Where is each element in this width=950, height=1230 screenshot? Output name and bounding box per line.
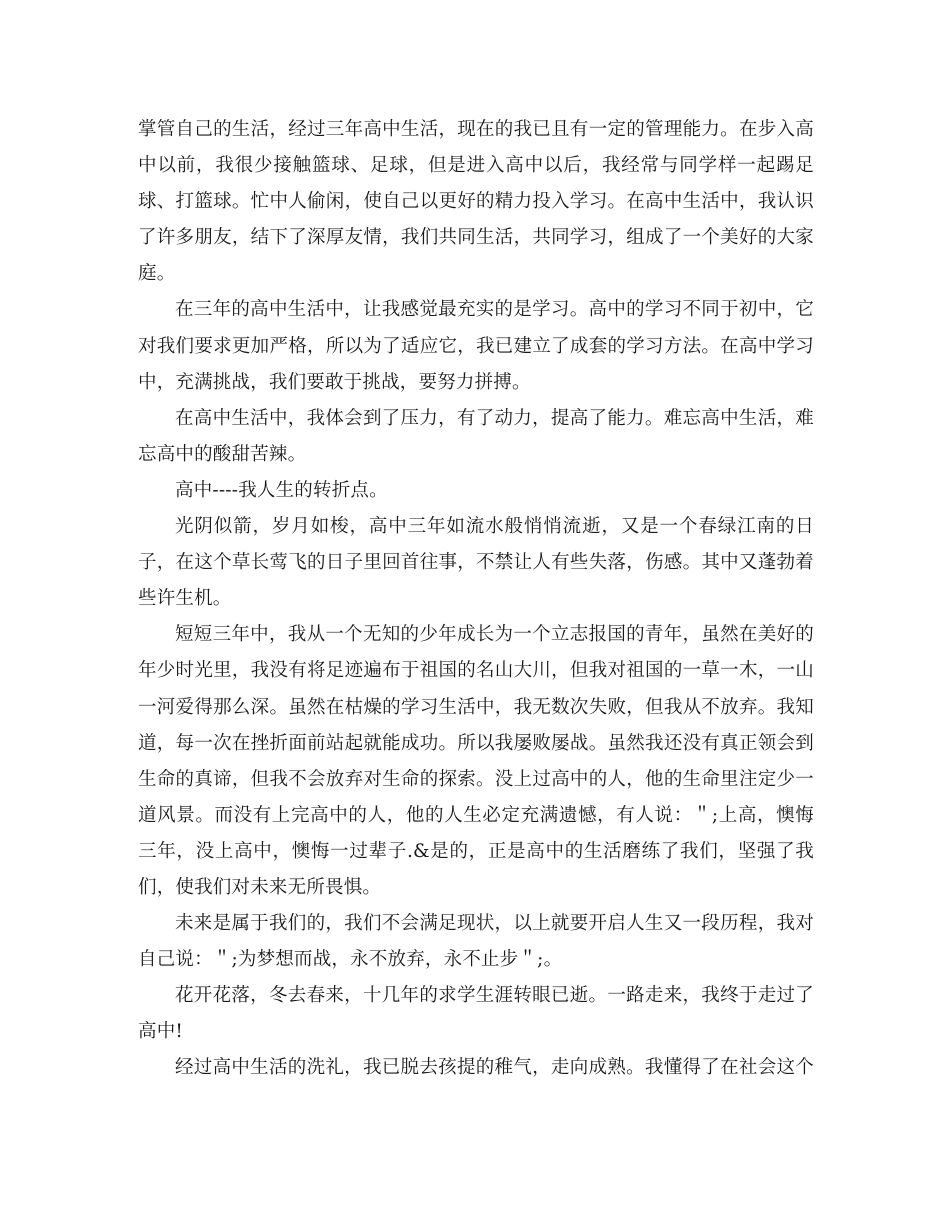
text-line: 未来是属于我们的，我们不会满足现状，以上就要开启人生又一段历程，我对 — [175, 913, 814, 935]
text-line: 些许生机。 — [138, 588, 232, 610]
paragraph — [138, 978, 814, 1050]
text-line: 在三年的高中生活中，让我感觉最充实的是学习。高中的学习不同于初中，它 — [175, 299, 814, 321]
text-line: 子，在这个草长莺飞的日子里回首往事，不禁让人有些失落，伤感。其中又蓬勃着 — [138, 552, 814, 574]
text-line: 一河爱得那么深。虽然在枯燥的学习生活中，我无数次失败，但我从不放弃。我知 — [138, 696, 814, 718]
text-line: 经过高中生活的洗礼，我已脱去孩提的稚气，走向成熟。我懂得了在社会这个 — [175, 1057, 814, 1079]
text-line: 自己说：＂;为梦想而战，永不放弃，永不止步＂;。 — [138, 949, 563, 971]
text-line: 高中! — [138, 1021, 184, 1043]
document-body — [138, 112, 814, 1087]
paragraph — [138, 906, 814, 978]
text-line: 年少时光里，我没有将足迹遍布于祖国的名山大川，但我对祖国的一草一木，一山 — [138, 660, 814, 682]
text-line: 庭。 — [138, 263, 176, 285]
text-line: 短短三年中，我从一个无知的少年成长为一个立志报国的青年，虽然在美好的 — [175, 624, 814, 646]
text-line: 光阴似箭，岁月如梭，高中三年如流水般悄悄流逝，又是一个春绿江南的日 — [175, 516, 814, 538]
paragraph — [138, 509, 814, 617]
text-line: 中，充满挑战，我们要敢于挑战，要努力拼搏。 — [138, 371, 531, 393]
text-line: 了许多朋友，结下了深厚友情，我们共同生活，共同学习，组成了一个美好的大家 — [138, 227, 814, 249]
text-line: 道，每一次在挫折面前站起就能成功。所以我屡败屡战。虽然我还没有真正领会到 — [138, 732, 814, 754]
text-line: 球、打篮球。忙中人偷闲，使自己以更好的精力投入学习。在高中生活中，我认识 — [138, 191, 814, 213]
text-line: 花开花落，冬去春来，十几年的求学生涯转眼已逝。一路走来，我终于走过了 — [175, 985, 814, 1007]
paragraph — [138, 473, 814, 509]
paragraph — [138, 292, 814, 400]
text-line: 中以前，我很少接触篮球、足球，但是进入高中以后，我经常与同学样一起踢足 — [138, 155, 814, 177]
text-line: 道风景。而没有上完高中的人，他的人生必定充满遗憾，有人说：＂;上高，懊悔 — [138, 804, 814, 826]
paragraph — [138, 401, 814, 473]
text-line: 高中----我人生的转折点。 — [175, 479, 388, 501]
text-line: 生命的真谛，但我不会放弃对生命的探索。没上过高中的人，他的生命里注定少一 — [138, 768, 814, 790]
text-line: 掌管自己的生活，经过三年高中生活，现在的我已且有一定的管理能力。在步入高 — [138, 119, 814, 140]
text-line: 对我们要求更加严格，所以为了适应它，我已建立了成套的学习方法。在高中学习 — [138, 335, 814, 357]
paragraph — [138, 112, 814, 292]
text-line: 在高中生活中，我体会到了压力，有了动力，提高了能力。难忘高中生活，难 — [175, 407, 814, 429]
text-line: 忘高中的酸甜苦辣。 — [138, 443, 307, 465]
paragraph — [138, 1050, 814, 1086]
text-line: 三年，没上高中，懊悔一过辈子.&是的，正是高中的生活磨练了我们，坚强了我 — [138, 840, 814, 862]
paragraph — [138, 617, 814, 906]
text-line: 们，使我们对未来无所畏惧。 — [138, 876, 382, 898]
